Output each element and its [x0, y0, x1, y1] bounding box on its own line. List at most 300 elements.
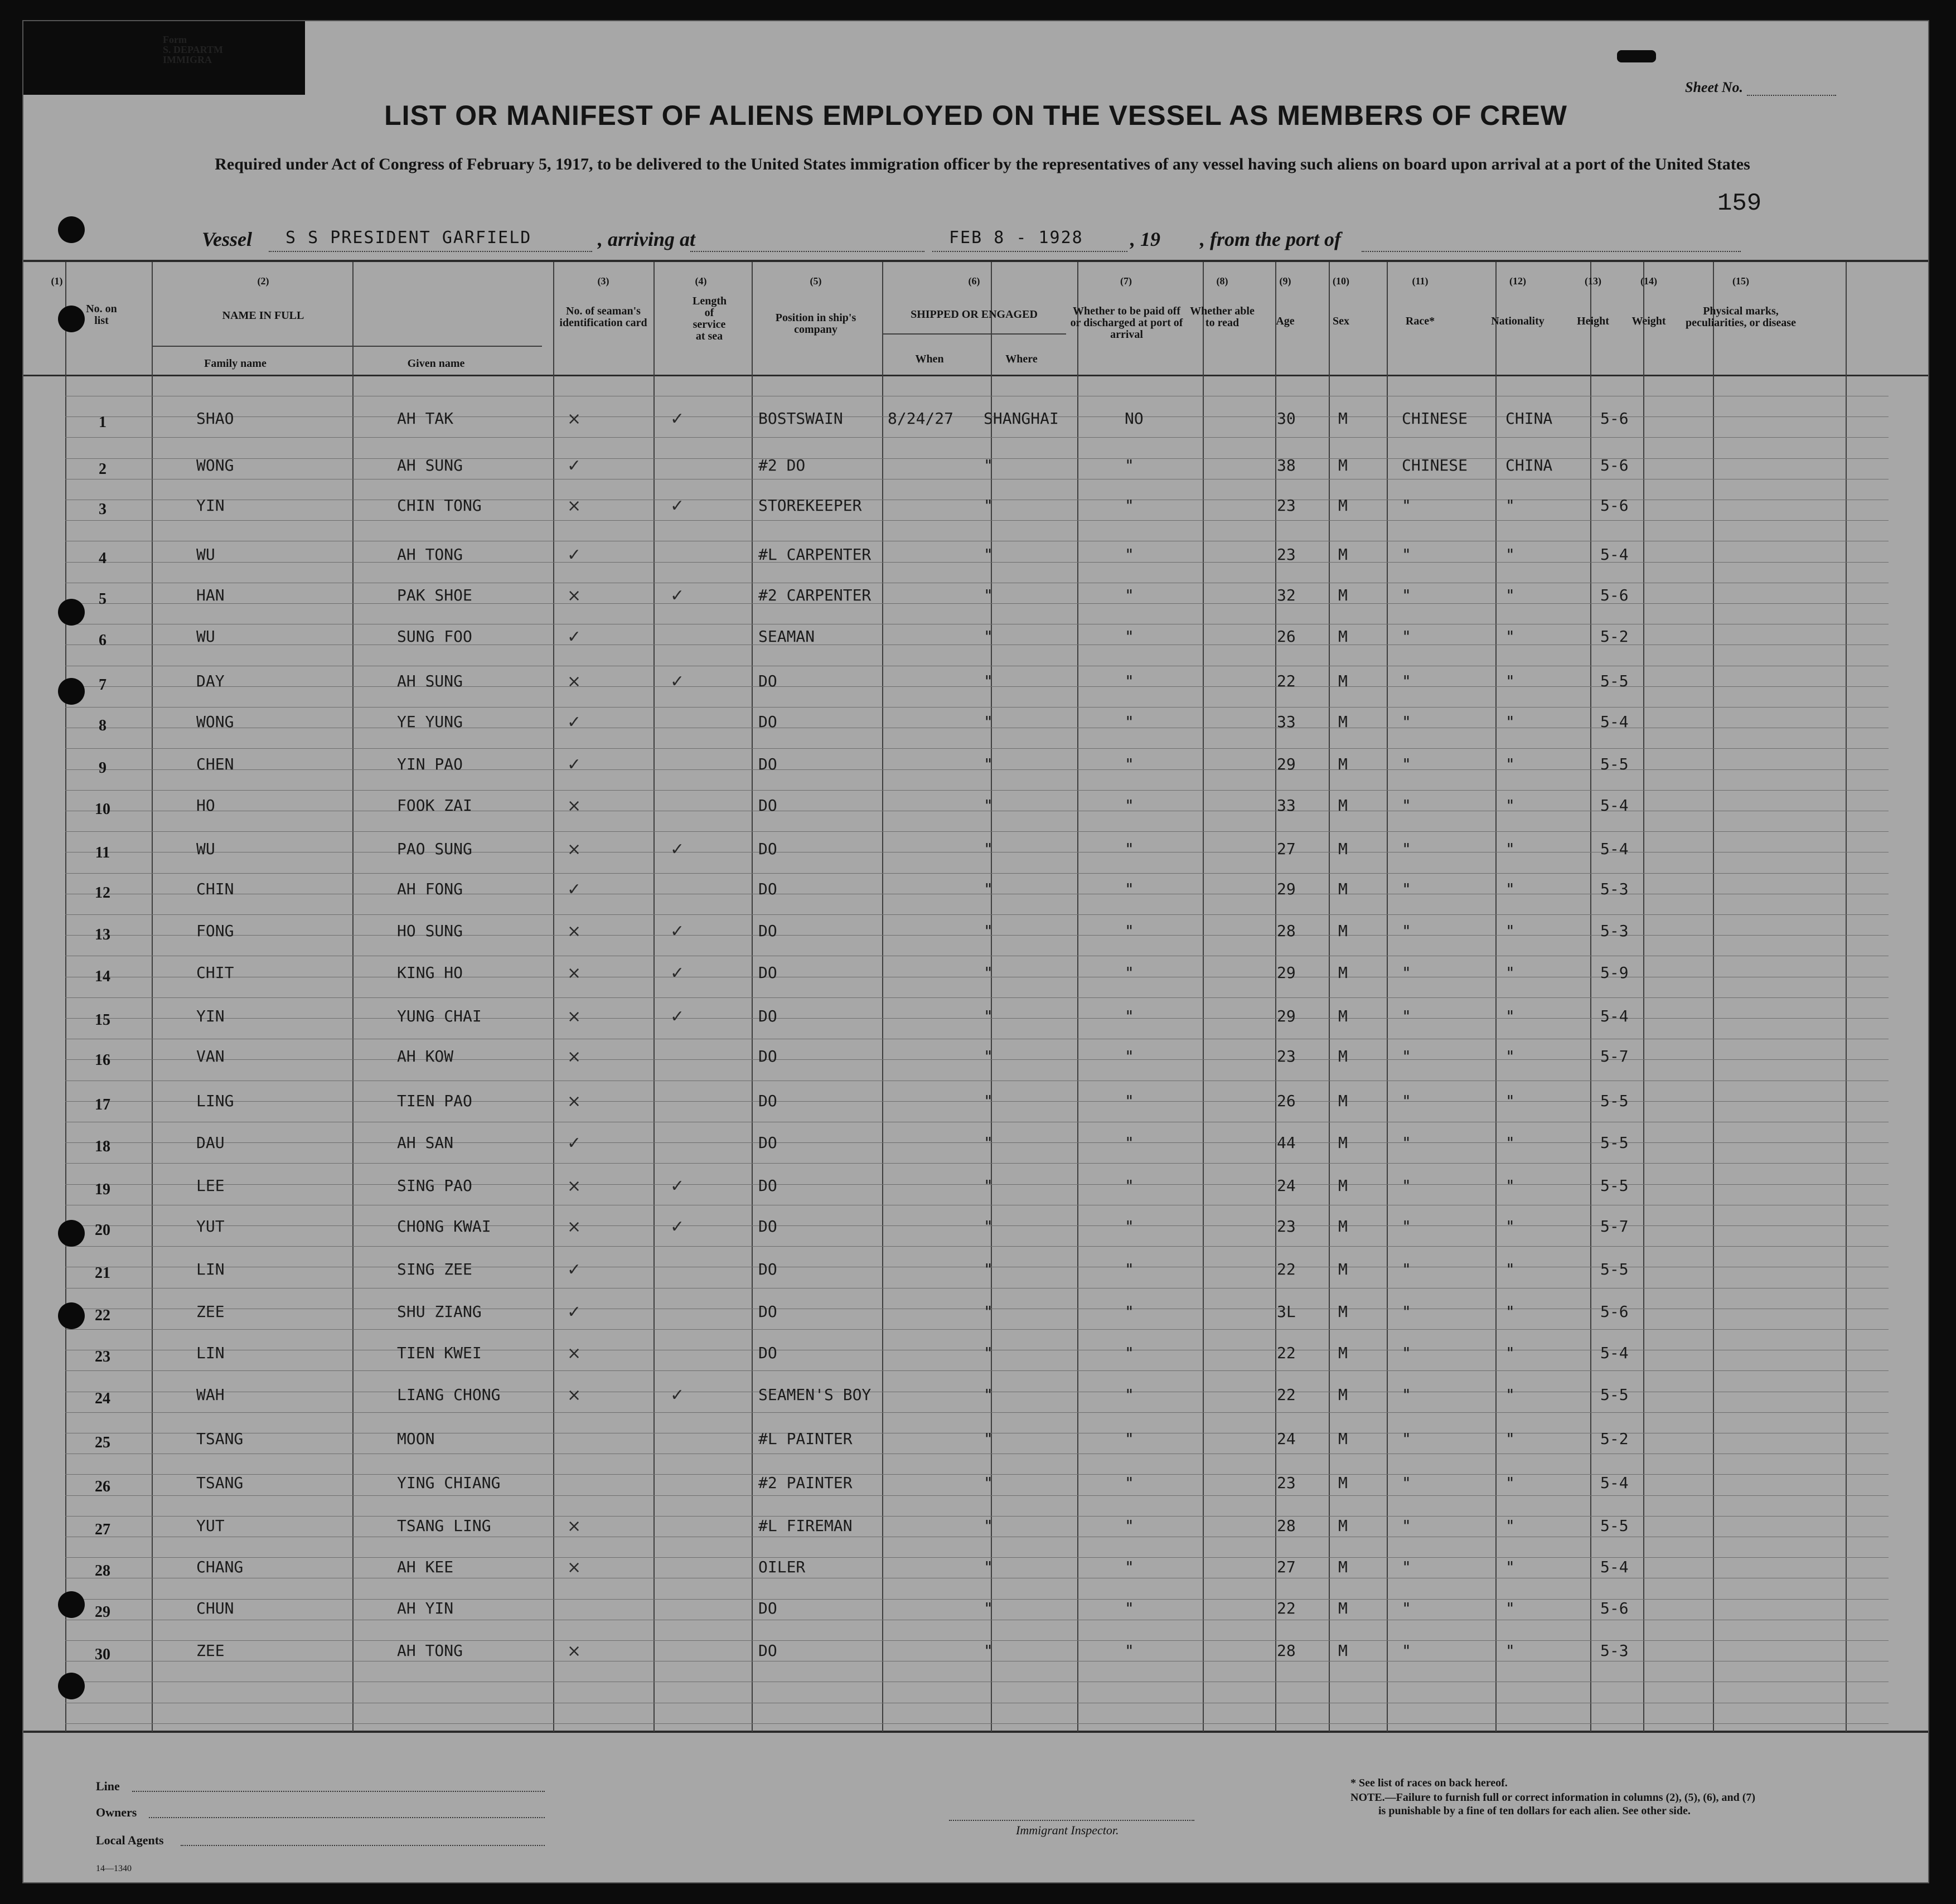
cell-age: 27 — [1277, 840, 1296, 858]
cell-family: WU — [196, 627, 215, 646]
cell-where: " — [984, 456, 993, 474]
cell-height: 5-7 — [1600, 1217, 1629, 1236]
cell-nationality: " — [1505, 922, 1515, 940]
cell-age: 24 — [1277, 1176, 1296, 1195]
cell-age: 29 — [1277, 963, 1296, 982]
cell-given: SUNG FOO — [397, 627, 472, 646]
cell-sex: M — [1338, 586, 1348, 604]
cell-paid: " — [1125, 456, 1134, 474]
cell-card: × — [567, 1047, 582, 1067]
cell-nationality: " — [1505, 627, 1515, 646]
cell-family: WAH — [196, 1385, 225, 1404]
binder-hole — [58, 1673, 85, 1699]
cell-card: ✓ — [567, 1302, 582, 1322]
cell-service: ✓ — [670, 922, 685, 941]
row-number: 22 — [95, 1307, 110, 1324]
cell-race: " — [1402, 1133, 1411, 1152]
cell-service: ✓ — [670, 1217, 685, 1237]
form-corner-text: Form S. DEPARTM IMMIGRA — [163, 34, 224, 65]
row-number: 25 — [95, 1434, 110, 1451]
row-number: 14 — [95, 968, 110, 985]
cell-given: AH SUNG — [397, 672, 463, 690]
cell-height: 5-4 — [1600, 1007, 1629, 1025]
row-number: 2 — [99, 461, 106, 478]
ruled-line — [65, 1370, 1889, 1371]
cell-height: 5-6 — [1600, 1599, 1629, 1617]
cell-given: YUNG CHAI — [397, 1007, 482, 1025]
ruled-line — [65, 1640, 1889, 1641]
cell-race: " — [1402, 1344, 1411, 1362]
col-6-label: SHIPPED OR ENGAGED — [911, 308, 1038, 321]
cell-race: " — [1402, 545, 1411, 564]
row-number: 11 — [95, 844, 110, 861]
cell-family: WONG — [196, 456, 234, 474]
cell-height: 5-6 — [1600, 1302, 1629, 1321]
cell-where: " — [984, 1007, 993, 1025]
cell-nationality: CHINA — [1505, 456, 1553, 474]
cell-family: DAY — [196, 672, 225, 690]
cell-sex: M — [1338, 1344, 1348, 1362]
cell-given: CHIN TONG — [397, 496, 482, 515]
cell-where: " — [984, 713, 993, 731]
cell-height: 5-3 — [1600, 880, 1629, 898]
cell-height: 5-5 — [1600, 672, 1629, 690]
row-number: 21 — [95, 1265, 110, 1282]
given-name-header: Given name — [407, 357, 465, 370]
cell-position: DO — [758, 713, 777, 731]
cell-sex: M — [1338, 713, 1348, 731]
cell-given: AH KEE — [397, 1558, 454, 1576]
header-rule-top — [23, 260, 1928, 262]
cell-given: AH KOW — [397, 1047, 454, 1065]
cell-sex: M — [1338, 1133, 1348, 1152]
cell-nationality: " — [1505, 1217, 1515, 1236]
cell-given: TSANG LING — [397, 1517, 491, 1535]
cell-position: OILER — [758, 1558, 806, 1576]
row-number: 26 — [95, 1478, 110, 1495]
cell-card: × — [567, 409, 582, 429]
cell-race: " — [1402, 1260, 1411, 1278]
cell-paid: " — [1125, 1474, 1134, 1492]
cell-card: ✓ — [567, 1260, 582, 1280]
cell-paid: " — [1125, 1092, 1134, 1110]
cell-race: " — [1402, 1176, 1411, 1195]
cell-nationality: " — [1505, 1007, 1515, 1025]
row-number: 3 — [99, 501, 106, 518]
col-9-label: Age — [1276, 315, 1295, 327]
cell-paid: " — [1125, 1133, 1134, 1152]
binder-hole — [58, 216, 85, 243]
cell-service: ✓ — [670, 1176, 685, 1196]
cell-position: DO — [758, 1599, 777, 1617]
cell-height: 5-2 — [1600, 627, 1629, 646]
cell-paid: " — [1125, 963, 1134, 982]
cell-nationality: " — [1505, 1474, 1515, 1492]
cell-position: #2 DO — [758, 456, 806, 474]
cell-where: " — [984, 840, 993, 858]
row-number: 18 — [95, 1138, 110, 1155]
cell-family: WONG — [196, 713, 234, 731]
row-number: 1 — [99, 414, 106, 431]
cell-paid: " — [1125, 627, 1134, 646]
owners-label: Owners — [96, 1805, 137, 1819]
cell-height: 5-5 — [1600, 1517, 1629, 1535]
cell-given: PAK SHOE — [397, 586, 472, 604]
cell-paid: " — [1125, 1260, 1134, 1278]
cell-given: SING ZEE — [397, 1260, 472, 1278]
ruled-line — [65, 1163, 1889, 1164]
row-number: 19 — [95, 1181, 110, 1198]
cell-race: " — [1402, 1047, 1411, 1065]
row-number: 4 — [99, 550, 106, 567]
row-number: 5 — [99, 590, 106, 608]
cell-height: 5-9 — [1600, 963, 1629, 982]
cell-where: " — [984, 1217, 993, 1236]
cell-family: LING — [196, 1092, 234, 1110]
row-number: 28 — [95, 1562, 110, 1580]
row-number: 20 — [95, 1222, 110, 1239]
cell-position: DO — [758, 1260, 777, 1278]
cell-nationality: " — [1505, 840, 1515, 858]
col-8-number: (8) — [1216, 275, 1228, 287]
cell-paid: " — [1125, 1517, 1134, 1535]
cell-paid: " — [1125, 1217, 1134, 1236]
cell-race: " — [1402, 1517, 1411, 1535]
row-number: 23 — [95, 1348, 110, 1365]
cell-position: DO — [758, 755, 777, 773]
cell-paid: " — [1125, 1007, 1134, 1025]
cell-sex: M — [1338, 880, 1348, 898]
cell-family: VAN — [196, 1047, 225, 1065]
cell-where: " — [984, 922, 993, 940]
cell-position: DO — [758, 1133, 777, 1152]
cell-given: CHONG KWAI — [397, 1217, 491, 1236]
cell-given: HO SUNG — [397, 922, 463, 940]
cell-nationality: " — [1505, 1176, 1515, 1195]
year-label: , 19 — [1130, 228, 1160, 250]
ruled-line — [65, 914, 1889, 915]
cell-card: × — [567, 1176, 582, 1196]
cell-height: 5-4 — [1600, 840, 1629, 858]
cell-given: AH TAK — [397, 409, 454, 428]
cell-paid: " — [1125, 1430, 1134, 1448]
cell-position: DO — [758, 1047, 777, 1065]
cell-position: SEAMAN — [758, 627, 815, 646]
row-number: 12 — [95, 884, 110, 902]
cell-when: 8/24/27 — [888, 409, 954, 428]
cell-race: " — [1402, 880, 1411, 898]
row-number: 30 — [95, 1646, 110, 1663]
cell-race: " — [1402, 922, 1411, 940]
ruled-line — [65, 1723, 1889, 1724]
cell-card: × — [567, 1517, 582, 1536]
cell-nationality: " — [1505, 1260, 1515, 1278]
cell-paid: " — [1125, 1385, 1134, 1404]
cell-given: YIN PAO — [397, 755, 463, 773]
cell-age: 32 — [1277, 586, 1296, 604]
cell-family: FONG — [196, 922, 234, 940]
cell-given: PAO SUNG — [397, 840, 472, 858]
cell-where: " — [984, 1430, 993, 1448]
cell-position: STOREKEEPER — [758, 496, 862, 515]
cell-card: × — [567, 1007, 582, 1026]
cell-given: YE YUNG — [397, 713, 463, 731]
cell-sex: M — [1338, 796, 1348, 815]
cell-given: AH FONG — [397, 880, 463, 898]
cell-card: × — [567, 796, 582, 816]
arrival-date-stamp: FEB 8 - 1928 — [949, 228, 1083, 248]
cell-where: " — [984, 496, 993, 515]
cell-card: ✓ — [567, 755, 582, 774]
cell-family: LIN — [196, 1260, 225, 1278]
ruled-line — [65, 437, 1889, 438]
cell-where: " — [984, 1047, 993, 1065]
cell-nationality: " — [1505, 1344, 1515, 1362]
vessel-name: S S PRESIDENT GARFIELD — [285, 228, 532, 248]
cell-age: 23 — [1277, 1217, 1296, 1236]
row-number: 13 — [95, 926, 110, 943]
cell-paid: " — [1125, 1641, 1134, 1660]
cell-nationality: " — [1505, 713, 1515, 731]
cell-nationality: " — [1505, 1430, 1515, 1448]
cell-sex: M — [1338, 627, 1348, 646]
col-12-number: (12) — [1509, 275, 1526, 287]
cell-age: 23 — [1277, 496, 1296, 515]
row-number: 15 — [95, 1011, 110, 1029]
cell-given: AH SUNG — [397, 456, 463, 474]
cell-race: " — [1402, 586, 1411, 604]
cell-given: TIEN PAO — [397, 1092, 472, 1110]
col-11-label: Race* — [1405, 315, 1435, 327]
cell-race: " — [1402, 1641, 1411, 1660]
cell-sex: M — [1338, 840, 1348, 858]
cell-race: " — [1402, 1599, 1411, 1617]
cell-nationality: " — [1505, 1599, 1515, 1617]
cell-height: 5-4 — [1600, 796, 1629, 815]
row-number: 24 — [95, 1390, 110, 1407]
penalty-note: NOTE.—Failure to furnish full or correct information in columns (2), (5), (6), and (7) — [1350, 1791, 1756, 1804]
cell-height: 5-4 — [1600, 1344, 1629, 1362]
ruled-line — [65, 831, 1889, 832]
cell-height: 5-4 — [1600, 713, 1629, 731]
cell-height: 5-6 — [1600, 456, 1629, 474]
col-1-label: No. on list — [86, 303, 117, 327]
cell-where: " — [984, 1599, 993, 1617]
cell-race: " — [1402, 796, 1411, 815]
cell-paid: " — [1125, 545, 1134, 564]
from-port-label: , from the port of — [1200, 228, 1342, 250]
cell-card: × — [567, 586, 582, 605]
col-7-label: Whether to be paid off or discharged at port of arrival — [1070, 305, 1183, 341]
col-9-number: (9) — [1279, 275, 1291, 287]
cell-age: 22 — [1277, 1344, 1296, 1362]
cell-where: " — [984, 880, 993, 898]
cell-age: 28 — [1277, 1641, 1296, 1660]
ruled-line — [65, 748, 1889, 749]
cell-age: 44 — [1277, 1133, 1296, 1152]
header-rule-bottom — [23, 375, 1928, 376]
col-1-number: (1) — [51, 275, 63, 287]
cell-paid: " — [1125, 1176, 1134, 1195]
cell-nationality: " — [1505, 796, 1515, 815]
cell-sex: M — [1338, 1558, 1348, 1576]
cell-family: CHANG — [196, 1558, 244, 1576]
cell-given: AH SAN — [397, 1133, 454, 1152]
cell-race: " — [1402, 627, 1411, 646]
cell-given: AH TONG — [397, 545, 463, 564]
cell-race: " — [1402, 1217, 1411, 1236]
cell-paid: " — [1125, 1344, 1134, 1362]
cell-where: " — [984, 1302, 993, 1321]
cell-family: ZEE — [196, 1641, 225, 1660]
cell-race: " — [1402, 963, 1411, 982]
cell-age: 3L — [1277, 1302, 1296, 1321]
cell-paid: " — [1125, 1558, 1134, 1576]
cell-age: 29 — [1277, 880, 1296, 898]
cell-age: 22 — [1277, 672, 1296, 690]
cell-paid: " — [1125, 880, 1134, 898]
cell-height: 5-5 — [1600, 1385, 1629, 1404]
binder-hole — [58, 678, 85, 705]
cell-nationality: " — [1505, 1558, 1515, 1576]
cell-given: FOOK ZAI — [397, 796, 472, 815]
cell-position: SEAMEN'S BOY — [758, 1385, 872, 1404]
cell-race: " — [1402, 496, 1411, 515]
cell-family: LIN — [196, 1344, 225, 1362]
cell-card: × — [567, 1092, 582, 1111]
cell-position: #L PAINTER — [758, 1430, 853, 1448]
binder-hole — [58, 306, 85, 332]
col-13-number: (13) — [1585, 275, 1601, 287]
row-number: 6 — [99, 632, 106, 649]
cell-height: 5-7 — [1600, 1047, 1629, 1065]
cell-paid: " — [1125, 755, 1134, 773]
row-number: 8 — [99, 717, 106, 734]
col-3-label: No. of seaman's identification card — [559, 305, 647, 329]
cell-position: DO — [758, 1007, 777, 1025]
cell-sex: M — [1338, 1385, 1348, 1404]
cell-age: 29 — [1277, 1007, 1296, 1025]
cell-race: CHINESE — [1402, 456, 1468, 474]
cell-paid: " — [1125, 1302, 1134, 1321]
page-title: LIST OR MANIFEST OF ALIENS EMPLOYED ON THE VESSEL AS MEMBERS OF CREW — [384, 100, 1567, 131]
cell-family: TSANG — [196, 1430, 244, 1448]
cell-age: 22 — [1277, 1385, 1296, 1404]
cell-height: 5-4 — [1600, 1474, 1629, 1492]
cell-service: ✓ — [670, 840, 685, 859]
col-10-label: Sex — [1333, 315, 1349, 327]
cell-card: × — [567, 963, 582, 983]
cell-family: YIN — [196, 496, 225, 515]
ruled-line — [65, 997, 1889, 998]
races-note: * See list of races on back hereof. — [1350, 1777, 1508, 1789]
cell-family: DAU — [196, 1133, 225, 1152]
cell-service: ✓ — [670, 586, 685, 605]
family-name-header: Family name — [204, 357, 267, 370]
col-5-number: (5) — [810, 275, 822, 287]
cell-family: HAN — [196, 586, 225, 604]
cell-age: 27 — [1277, 1558, 1296, 1576]
cell-sex: M — [1338, 1517, 1348, 1535]
col-6-number: (6) — [968, 275, 980, 287]
cell-where: " — [984, 1176, 993, 1195]
cell-sex: M — [1338, 1474, 1348, 1492]
col-8-label: Whether able to read — [1190, 305, 1255, 329]
cell-position: #L FIREMAN — [758, 1517, 853, 1535]
cell-card: × — [567, 1385, 582, 1405]
page-subtitle: Required under Act of Congress of February 5, 1917, to be delivered to the United States immigration officer by the representatives of any vessel having such aliens on board upon arrival at a port of the United States — [215, 155, 1750, 173]
cell-height: 5-6 — [1600, 496, 1629, 515]
cell-race: CHINESE — [1402, 409, 1468, 428]
cell-position: DO — [758, 840, 777, 858]
cell-card: × — [567, 1641, 582, 1661]
cell-height: 5-3 — [1600, 922, 1629, 940]
col-14-number: (14) — [1640, 275, 1657, 287]
cell-age: 23 — [1277, 1047, 1296, 1065]
cell-family: WU — [196, 545, 215, 564]
cell-height: 5-6 — [1600, 409, 1629, 428]
ruled-line — [65, 520, 1889, 521]
cell-paid: " — [1125, 672, 1134, 690]
cell-paid: " — [1125, 1047, 1134, 1065]
ruled-line — [65, 1329, 1889, 1330]
cell-height: 5-4 — [1600, 1558, 1629, 1576]
cell-card: × — [567, 922, 582, 941]
sheet-number-field — [1685, 79, 1836, 96]
cell-height: 5-5 — [1600, 1133, 1629, 1152]
cell-family: CHEN — [196, 755, 234, 773]
col-2-number: (2) — [257, 275, 269, 287]
row-number: 7 — [99, 676, 106, 694]
col-14-label: Weight — [1631, 315, 1666, 327]
cell-sex: M — [1338, 456, 1348, 474]
cell-position: DO — [758, 1344, 777, 1362]
form-number: 14—1340 — [96, 1864, 132, 1873]
cell-position: #L CARPENTER — [758, 545, 872, 564]
cell-family: TSANG — [196, 1474, 244, 1492]
cell-service: ✓ — [670, 672, 685, 691]
cell-where: " — [984, 796, 993, 815]
cell-height: 5-3 — [1600, 1641, 1629, 1660]
manifest-sheet — [22, 20, 1929, 1883]
cell-card: × — [567, 496, 582, 516]
cell-where: " — [984, 586, 993, 604]
cell-paid: " — [1125, 713, 1134, 731]
cell-position: DO — [758, 672, 777, 690]
cell-sex: M — [1338, 545, 1348, 564]
cell-nationality: " — [1505, 1133, 1515, 1152]
cell-where: " — [984, 545, 993, 564]
col-7-number: (7) — [1120, 275, 1132, 287]
cell-age: 38 — [1277, 456, 1296, 474]
cell-paid: NO — [1125, 409, 1144, 428]
row-number: 27 — [95, 1521, 110, 1538]
cell-position: DO — [758, 963, 777, 982]
cell-family: CHUN — [196, 1599, 234, 1617]
cell-nationality: " — [1505, 545, 1515, 564]
immigrant-inspector-label: Immigrant Inspector. — [1016, 1823, 1119, 1837]
cell-given: KING HO — [397, 963, 463, 982]
cell-where: " — [984, 963, 993, 982]
cell-family: SHAO — [196, 409, 234, 428]
cell-sex: M — [1338, 922, 1348, 940]
cell-where: " — [984, 1474, 993, 1492]
cell-card: ✓ — [567, 713, 582, 732]
row-number: 29 — [95, 1603, 110, 1621]
col-11-number: (11) — [1412, 275, 1429, 287]
cell-age: 26 — [1277, 1092, 1296, 1110]
cell-where: " — [984, 755, 993, 773]
